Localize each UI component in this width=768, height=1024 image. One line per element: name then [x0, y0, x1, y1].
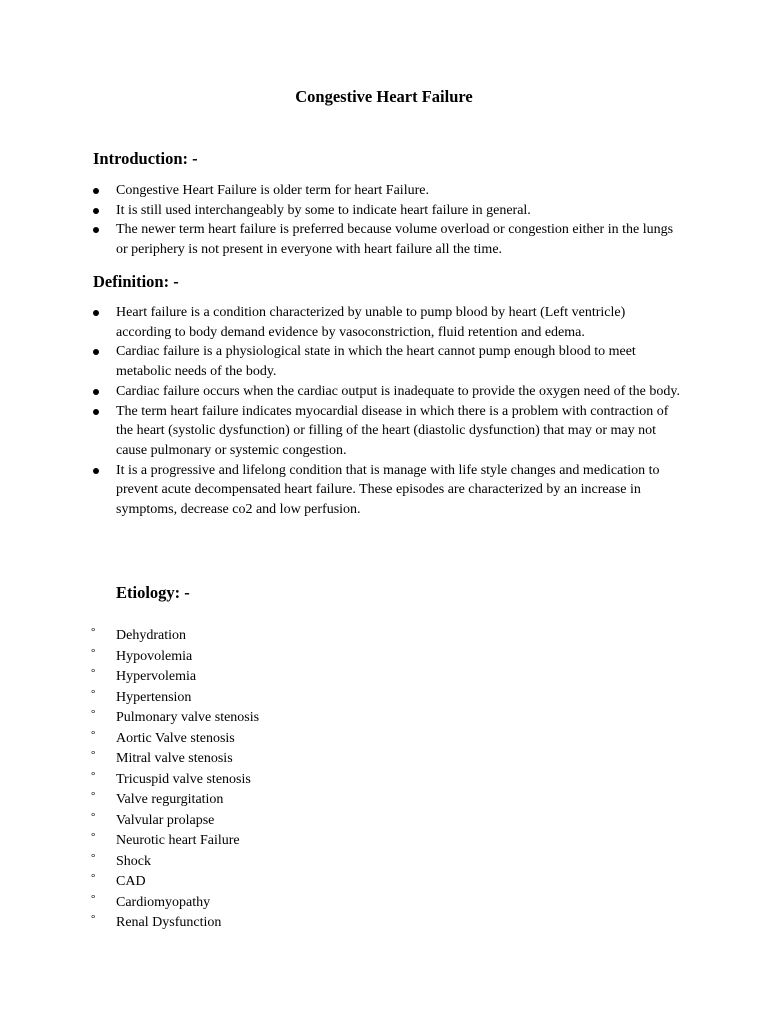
- list-item: [0, 201, 768, 221]
- list-item: [0, 342, 768, 381]
- introduction-list: [0, 181, 768, 260]
- list-item: [0, 461, 768, 520]
- list-item-text: Dehydration: [116, 628, 186, 643]
- circle-bullet-icon: °: [91, 728, 96, 741]
- list-item: [0, 708, 768, 729]
- definition-heading: Definition: -: [93, 272, 179, 291]
- list-item-text: Cardiac failure occurs when the cardiac output is inadequate to provide the oxygen need of the body.: [116, 383, 680, 399]
- bullet-icon: [93, 468, 99, 474]
- list-item: [0, 770, 768, 791]
- circle-bullet-icon: °: [91, 708, 96, 720]
- bullet-icon: [93, 188, 99, 194]
- list-item: [0, 667, 768, 688]
- list-item-text: The term heart failure indicates myocardial disease in which there is a problem with contraction of the heart (systolic dysfunction) or filling of the heart (diastolic dysfunction) that may or may not cause pulmonary or systemic congestion.: [116, 403, 669, 458]
- circle-bullet-icon: °: [91, 749, 96, 761]
- list-item-text: CAD: [116, 874, 146, 889]
- list-item-text: It is still used interchangeably by some to indicate heart failure in general.: [116, 202, 531, 218]
- list-item-text: Heart failure is a condition characterized by unable to pump blood by heart (Left ventricle) according to body demand evidence by vasoconstriction, fluid retention and edema.: [116, 305, 626, 340]
- list-item-text: Aortic Valve stenosis: [116, 730, 235, 746]
- bullet-icon: [93, 409, 99, 415]
- introduction-heading: Introduction: -: [93, 149, 198, 168]
- list-item: [0, 790, 768, 811]
- circle-bullet-icon: °: [91, 667, 96, 679]
- list-item-text: Congestive Heart Failure is older term for heart Failure.: [116, 183, 429, 198]
- list-item-text: Cardiac failure is a physiological state in which the heart cannot pump enough blood to meet metabolic needs of the body.: [116, 344, 636, 380]
- list-item: [0, 303, 768, 342]
- circle-bullet-icon: °: [91, 851, 96, 864]
- list-item-text: Mitral valve stenosis: [116, 751, 233, 766]
- list-item: [0, 688, 768, 709]
- list-item: [0, 811, 768, 832]
- bullet-icon: [93, 310, 99, 316]
- list-item-text: Shock: [116, 853, 151, 869]
- list-item: [0, 729, 768, 750]
- list-item: [0, 872, 768, 893]
- list-item: [0, 852, 768, 873]
- list-item: [0, 893, 768, 914]
- circle-bullet-icon: °: [91, 769, 96, 782]
- circle-bullet-icon: °: [91, 892, 96, 905]
- bullet-icon: [93, 389, 99, 395]
- list-item-text: Tricuspid valve stenosis: [116, 771, 251, 787]
- list-item-text: Neurotic heart Failure: [116, 833, 240, 848]
- etiology-list: [0, 626, 768, 934]
- circle-bullet-icon: °: [91, 831, 96, 843]
- bullet-icon: [93, 349, 99, 355]
- list-item: [0, 749, 768, 770]
- circle-bullet-icon: °: [91, 790, 96, 802]
- circle-bullet-icon: °: [91, 687, 96, 700]
- list-item-text: Valve regurgitation: [116, 792, 224, 807]
- list-item: [0, 181, 768, 201]
- circle-bullet-icon: °: [91, 646, 96, 659]
- list-item: [0, 382, 768, 402]
- circle-bullet-icon: °: [91, 913, 96, 925]
- definition-list: [0, 303, 768, 520]
- bullet-icon: [93, 208, 99, 214]
- list-item-text: It is a progressive and lifelong condition that is manage with life style changes and medication to prevent acute decompensated heart failure. These episodes are characterized by an increase in symptoms, decrease co2 and low perfusion.: [116, 462, 660, 518]
- bullet-icon: [93, 227, 99, 233]
- list-item-text: The newer term heart failure is preferred because volume overload or congestion either in the lungs or periphery is not present in everyone with heart failure all the time.: [116, 222, 674, 258]
- list-item-text: Hypovolemia: [116, 648, 193, 664]
- document-title: Congestive Heart Failure: [295, 87, 473, 106]
- list-item: [0, 402, 768, 461]
- list-item-text: Cardiomyopathy: [116, 894, 211, 910]
- list-item-text: Valvular prolapse: [116, 812, 215, 828]
- list-item: [0, 647, 768, 668]
- list-item: [0, 831, 768, 852]
- etiology-heading: Etiology: -: [116, 583, 190, 602]
- circle-bullet-icon: °: [91, 810, 96, 823]
- list-item: [0, 626, 768, 647]
- list-item-text: Pulmonary valve stenosis: [116, 710, 260, 725]
- list-item-text: Hypertension: [116, 689, 192, 705]
- list-item-text: Renal Dysfunction: [116, 915, 222, 930]
- list-item: [0, 913, 768, 934]
- circle-bullet-icon: °: [91, 872, 96, 884]
- list-item: [0, 220, 768, 259]
- circle-bullet-icon: °: [91, 626, 96, 638]
- list-item-text: Hypervolemia: [116, 669, 197, 684]
